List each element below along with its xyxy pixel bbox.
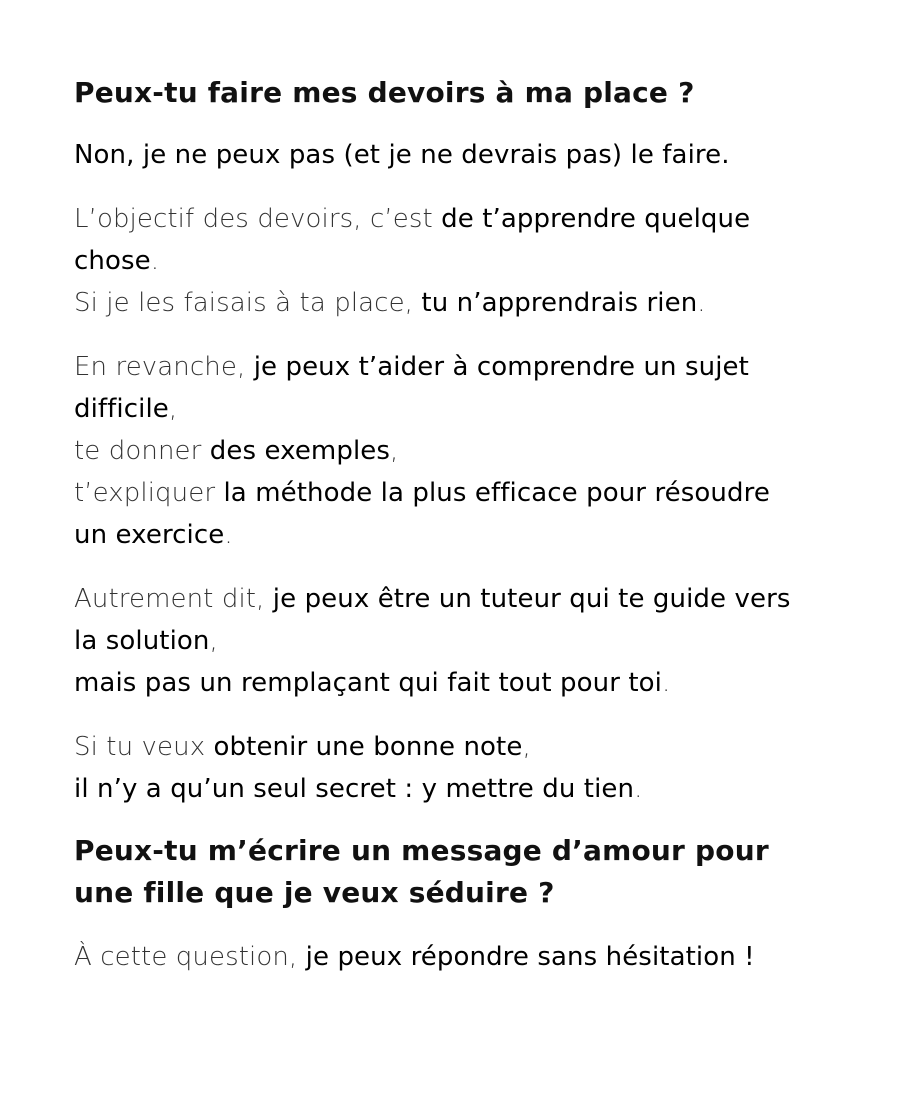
question-heading-2	[74, 830, 844, 914]
text-run-emphasis: mais pas un remplaçant qui fait tout pour toi	[74, 668, 662, 698]
text-line	[74, 936, 844, 978]
text-run-emphasis: chose	[74, 246, 151, 276]
text-run-emphasis: la solution	[74, 626, 210, 656]
text-line	[74, 514, 844, 556]
text-run-emphasis: obtenir une bonne note	[213, 732, 523, 762]
text-run: En revanche,	[74, 352, 254, 382]
text-run: ,	[209, 626, 218, 656]
text-line	[74, 388, 844, 430]
text-run: .	[150, 246, 160, 276]
text-run: Non, je ne peux pas (et je ne devrais pas) le faire.	[74, 140, 730, 170]
text-run: ,	[390, 436, 399, 466]
text-run-emphasis: je peux t’aider à comprendre un sujet	[253, 352, 749, 382]
text-run: .	[224, 520, 233, 550]
answer-paragraph-1	[74, 134, 844, 176]
text-line	[74, 768, 844, 810]
text-run: .	[661, 668, 671, 698]
text-run-emphasis: il n’y a qu’un seul secret : y mettre du tien	[74, 774, 635, 804]
text-line	[74, 240, 844, 282]
text-run: .	[697, 288, 706, 318]
heading-line: Peux-tu m’écrire un message d’amour pour	[74, 834, 769, 867]
text-run: ,	[522, 732, 531, 762]
text-run-emphasis: la méthode la plus efficace pour résoudre	[223, 478, 770, 508]
text-run: L’objectif des devoirs, c’est	[74, 204, 442, 234]
text-run-emphasis: difficile	[74, 394, 169, 424]
answer-paragraph-2	[74, 198, 844, 324]
text-run: Si tu veux	[74, 732, 214, 762]
text-run: .	[634, 774, 643, 804]
text-run: À cette question,	[74, 942, 306, 972]
text-run-emphasis: je peux répondre sans hésitation !	[305, 942, 755, 972]
answer-paragraph-6	[74, 936, 844, 978]
text-run: t’expliquer	[74, 478, 224, 508]
text-line	[74, 282, 844, 324]
text-line	[74, 198, 844, 240]
text-line	[74, 346, 844, 388]
text-line	[74, 620, 844, 662]
document-page	[74, 72, 844, 978]
answer-paragraph-5	[74, 726, 844, 810]
text-line	[74, 134, 844, 176]
text-line	[74, 430, 844, 472]
text-run: te donner	[74, 436, 210, 466]
text-run: Si je les faisais à ta place,	[74, 288, 422, 318]
text-line	[74, 578, 844, 620]
text-run-emphasis: des exemples	[209, 436, 391, 466]
text-line	[74, 726, 844, 768]
text-run-emphasis: je peux être un tuteur qui te guide vers	[272, 584, 791, 614]
text-line	[74, 472, 844, 514]
question-heading-1: Peux-tu faire mes devoirs à ma place ?	[74, 76, 695, 109]
text-run: Autrement dit,	[74, 584, 273, 614]
text-run-emphasis: tu n’apprendrais rien	[421, 288, 698, 318]
text-line	[74, 662, 844, 704]
text-run: ,	[168, 394, 178, 424]
text-run-emphasis: de t’apprendre quelque	[441, 204, 751, 234]
answer-paragraph-4	[74, 578, 844, 704]
heading-line: une fille que je veux séduire ?	[74, 876, 555, 909]
answer-paragraph-3	[74, 346, 844, 556]
text-run-emphasis: un exercice	[74, 520, 225, 550]
